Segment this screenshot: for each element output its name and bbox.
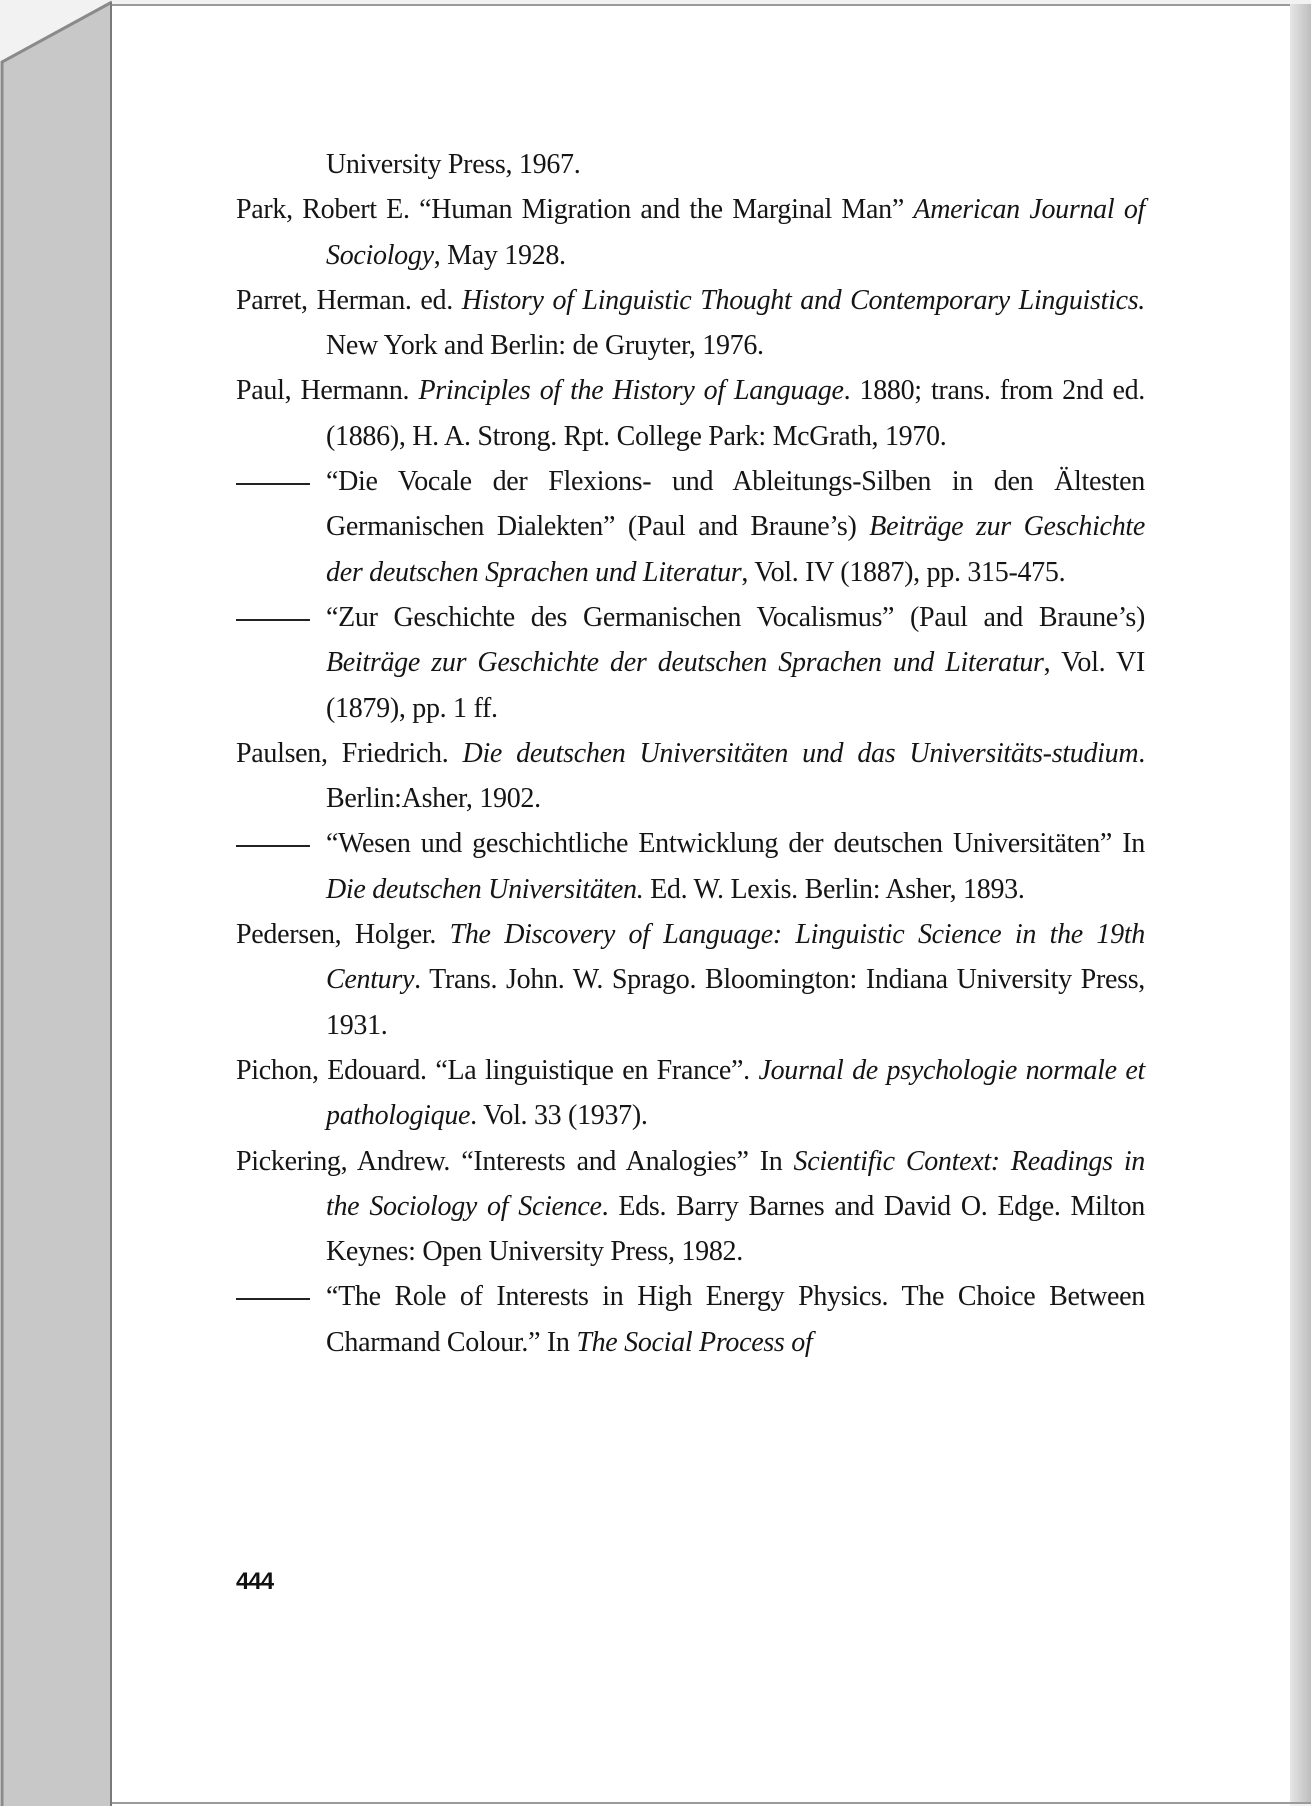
entry-text: Pickering, Andrew. “Interests and Analogies” In [236, 1145, 794, 1177]
entry-text: Pedersen, Holger. [236, 919, 450, 951]
entry-title-italic: The Discovery of Language: Linguistic Science in the 19th Century [326, 919, 1146, 996]
entry-text: “Die Vocale der Flexions- und Ableitungs-Silben in den Ältesten Germanischen Dialekten” (Paul and Braune’s) [326, 466, 1145, 543]
entry-text: . Berlin:Asher, 1902. [326, 737, 1145, 815]
bibliography-entry [236, 821, 1145, 912]
bibliography-entry [236, 187, 1145, 278]
bibliography-entry [236, 1048, 1145, 1139]
entry-text: , Vol. IV (1887), pp. 315-475. [741, 556, 1066, 588]
entry-title-italic: History of Linguistic Thought and Contemporary Linguistics. [461, 284, 1145, 316]
entry-text: , May 1928. [433, 239, 566, 271]
entry-title-italic: The Social Process of [576, 1326, 813, 1358]
entry-text: “The Role of Interests in High Energy Physics. The Choice Between Charmand Colour.” In [326, 1281, 1145, 1358]
entry-title-italic: Principles of the History of Language [418, 375, 844, 407]
same-author-dash [236, 1298, 310, 1300]
entry-text: “Zur Geschichte des Germanischen Vocalismus” (Paul and Braune’s) [326, 601, 1145, 633]
bibliography-entry [236, 1139, 1145, 1275]
book-spine [0, 0, 112, 1806]
bibliography-entry [236, 278, 1145, 369]
entry-title-italic: Die deutschen Universitäten und das Universitäts-studium [462, 737, 1139, 769]
entry-title-italic: Beiträge zur Geschichte der deutschen Sprachen und Literatur [326, 511, 1145, 588]
entry-title-italic: Die deutschen Universitäten. [326, 873, 644, 905]
entry-text: Park, Robert E. “Human Migration and the Marginal Man” [236, 194, 914, 226]
same-author-dash [236, 619, 310, 621]
entry-text: Ed. W. Lexis. Berlin: Asher, 1893. [643, 873, 1025, 905]
entry-title-italic: American Journal of Sociology [326, 194, 1145, 271]
entry-text: Paulsen, Friedrich. [236, 737, 463, 769]
entry-text: Parret, Herman. ed. [236, 284, 462, 316]
entry-title-italic: Scientific Context: Readings in the Sociology of Science [326, 1145, 1145, 1222]
entry-text: . Vol. 33 (1937). [470, 1100, 648, 1132]
entry-text: , Vol. VI (1879), pp. 1 ff. [326, 647, 1145, 724]
entry-text: New York and Berlin: de Gruyter, 1976. [326, 330, 764, 362]
entry-title-italic: Beiträge zur Geschichte der deutschen Sprachen und Literatur [326, 647, 1044, 679]
entry-title-italic: Journal de psychologie normale et pathologique [326, 1054, 1145, 1132]
page-number: 444 [236, 1568, 274, 1595]
entry-text: . 1880; trans. from 2nd ed.(1886), H. A. Strong. Rpt. College Park: McGrath, 1970. [326, 375, 1145, 452]
bibliography-entry [236, 595, 1145, 731]
bibliography-entry [236, 368, 1145, 459]
entry-text: “Wesen und geschichtliche Entwicklung der deutschen Universitäten” In [326, 828, 1145, 860]
bibliography-list [236, 142, 1145, 1365]
entry-text: University Press, 1967. [326, 149, 581, 180]
entry-text: . Trans. John. W. Sprago. Bloomington: Indiana University Press, 1931. [326, 964, 1145, 1041]
entry-text: . Eds. Barry Barnes and David O. Edge. Milton Keynes: Open University Press, 1982. [326, 1190, 1145, 1268]
entry-text: Paul, Hermann. [236, 375, 419, 407]
bibliography-entry [236, 459, 1145, 595]
bibliography-entry-continuation [236, 142, 1145, 187]
same-author-dash [236, 845, 310, 847]
entry-text: Pichon, Edouard. “La linguistique en France”. [236, 1054, 759, 1086]
page-edge-shadow [1290, 4, 1311, 1804]
bibliography-entry [236, 731, 1145, 822]
page-bottom-edge [112, 1802, 1311, 1804]
same-author-dash [236, 483, 310, 485]
bibliography-entry [236, 1274, 1145, 1365]
bibliography-entry [236, 912, 1145, 1048]
